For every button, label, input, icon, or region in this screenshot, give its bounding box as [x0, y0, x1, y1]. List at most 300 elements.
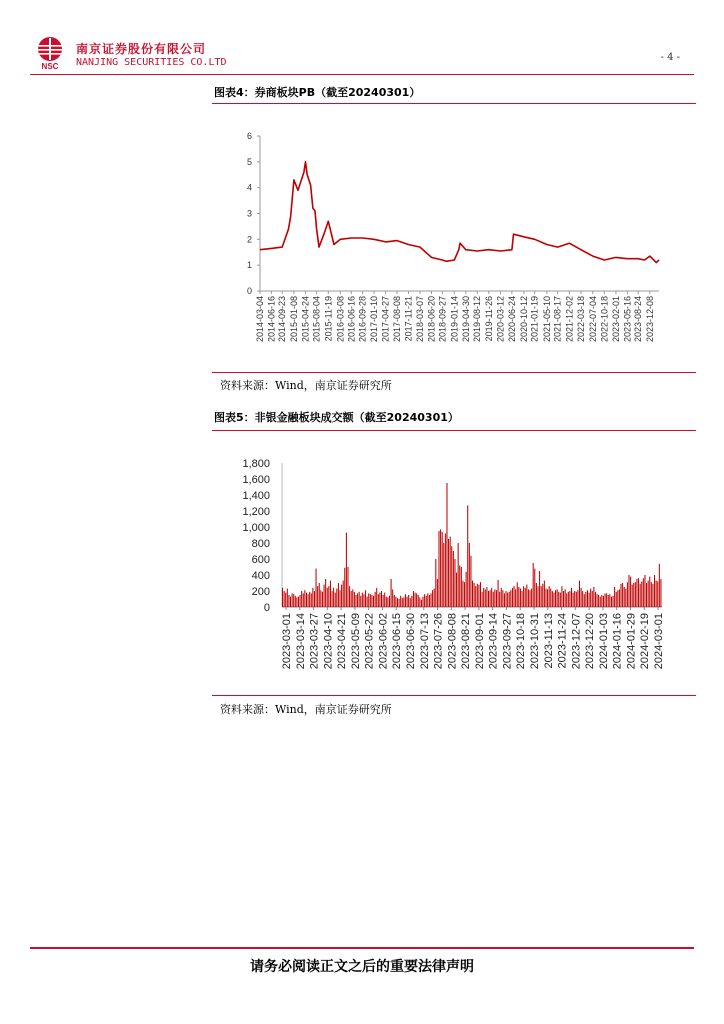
- turnover-bar: [415, 593, 416, 607]
- turnover-bar: [609, 594, 610, 607]
- turnover-bar: [592, 591, 593, 607]
- turnover-bar: [456, 573, 457, 607]
- x-tick-label: 2024-01-03: [597, 613, 610, 670]
- turnover-bar: [395, 597, 396, 607]
- turnover-bar: [589, 593, 590, 607]
- turnover-bar: [565, 589, 566, 607]
- turnover-bar: [485, 589, 486, 607]
- turnover-bar: [563, 591, 564, 607]
- turnover-bar: [360, 596, 361, 607]
- turnover-bar: [624, 587, 625, 607]
- x-tick-label: 2023-09-01: [473, 613, 486, 670]
- turnover-bar: [411, 596, 412, 607]
- turnover-bar: [427, 593, 428, 607]
- turnover-bar: [654, 575, 655, 607]
- x-tick-label: 2015-11-19: [323, 296, 334, 342]
- turnover-bar: [368, 593, 369, 607]
- turnover-bar: [304, 590, 305, 607]
- turnover-bar: [335, 593, 336, 607]
- turnover-bar: [327, 588, 328, 607]
- turnover-bar: [528, 589, 529, 607]
- x-tick-label: 2023-05-16: [622, 296, 633, 343]
- x-tick-label: 2023-03-14: [294, 613, 307, 670]
- turnover-bar: [483, 588, 484, 607]
- turnover-bar: [576, 592, 577, 607]
- turnover-bar: [343, 581, 344, 607]
- x-tick-label: 2022-03-18: [575, 296, 586, 343]
- turnover-bar: [446, 483, 447, 607]
- turnover-bar: [643, 578, 644, 607]
- turnover-bar: [526, 585, 527, 607]
- x-tick-label: 2023-06-02: [377, 613, 390, 670]
- y-tick-label: 0: [263, 602, 270, 614]
- x-tick-label: 2016-06-16: [346, 296, 357, 343]
- turnover-bar: [464, 582, 465, 607]
- turnover-bar: [608, 595, 609, 607]
- turnover-bar: [371, 595, 372, 607]
- x-tick-label: 2019-04-30: [460, 296, 471, 343]
- turnover-bar: [285, 593, 286, 607]
- figure4-pb-line-chart: [212, 126, 682, 352]
- turnover-bar: [303, 593, 304, 607]
- legal-notice: 请务必阅读正文之后的重要法律声明: [250, 959, 474, 975]
- turnover-bar: [292, 593, 293, 607]
- x-tick-label: 2019-08-12: [472, 296, 483, 343]
- turnover-bar: [569, 591, 570, 607]
- turnover-bar: [295, 596, 296, 607]
- turnover-bar: [375, 592, 376, 607]
- turnover-bar: [317, 586, 318, 607]
- x-tick-label: 2023-08-08: [446, 613, 459, 670]
- turnover-bar: [399, 599, 400, 607]
- x-tick-label: 2023-04-21: [336, 613, 349, 670]
- turnover-bar: [539, 571, 540, 607]
- x-tick-label: 2023-07-26: [432, 613, 445, 670]
- company-name-en: NANJING SECURITIES CO.LTD: [76, 57, 227, 68]
- turnover-bar: [419, 597, 420, 607]
- turnover-bar: [504, 593, 505, 607]
- turnover-bar: [581, 588, 582, 607]
- x-tick-label: 2021-01-19: [529, 296, 540, 343]
- turnover-bar: [611, 597, 612, 607]
- turnover-bar: [445, 533, 446, 607]
- turnover-bar: [330, 581, 331, 607]
- turnover-bar: [537, 586, 538, 607]
- x-tick-label: 2023-03-01: [281, 613, 293, 670]
- turnover-bar: [496, 590, 497, 607]
- turnover-bar: [632, 585, 633, 607]
- turnover-bar: [320, 590, 321, 607]
- turnover-bar: [410, 598, 411, 607]
- turnover-bar: [641, 581, 642, 607]
- turnover-bar: [558, 592, 559, 607]
- turnover-bar: [549, 586, 550, 607]
- y-tick-label: 2: [246, 234, 252, 245]
- turnover-bar: [649, 577, 650, 607]
- turnover-bar: [402, 598, 403, 607]
- turnover-bar: [514, 586, 515, 607]
- x-tick-label: 2023-08-21: [460, 613, 473, 670]
- turnover-bar: [438, 531, 439, 607]
- turnover-bar: [359, 592, 360, 607]
- x-tick-label: 2014-06-16: [266, 296, 277, 343]
- turnover-bar: [301, 591, 302, 607]
- turnover-bar: [413, 591, 414, 607]
- turnover-bar: [478, 585, 479, 607]
- x-tick-label: 2017-08-08: [391, 296, 402, 343]
- turnover-bar: [379, 593, 380, 607]
- page-header: [0, 0, 724, 80]
- turnover-bar: [566, 593, 567, 607]
- turnover-bar: [316, 569, 317, 607]
- turnover-bar: [400, 596, 401, 607]
- turnover-bar: [338, 583, 339, 607]
- turnover-bar: [544, 581, 545, 607]
- turnover-bar: [384, 593, 385, 607]
- x-tick-label: 2023-07-13: [418, 613, 431, 670]
- turnover-bar: [370, 594, 371, 607]
- turnover-bar: [622, 583, 623, 607]
- y-tick-label: 3: [246, 208, 252, 219]
- turnover-bar: [405, 594, 406, 607]
- turnover-bar: [434, 589, 435, 607]
- y-tick-label: 200: [251, 586, 270, 598]
- turnover-bar: [312, 588, 313, 607]
- x-tick-label: 2018-06-20: [426, 296, 437, 343]
- x-tick-label: 2023-11-24: [556, 613, 569, 669]
- turnover-bar: [448, 539, 449, 607]
- turnover-bar: [386, 597, 387, 607]
- turnover-bar: [443, 543, 444, 607]
- turnover-bar: [595, 592, 596, 607]
- turnover-bar: [555, 590, 556, 607]
- x-tick-label: 2023-06-30: [405, 613, 417, 670]
- x-tick-label: 2019-01-14: [449, 296, 460, 343]
- turnover-bar: [651, 582, 652, 607]
- x-tick-label: 2021-05-10: [541, 296, 552, 343]
- turnover-bar: [341, 585, 342, 607]
- turnover-bar: [628, 575, 629, 607]
- turnover-bar: [469, 543, 470, 607]
- nsc-logo: [30, 36, 70, 70]
- figure4-title: 图表4：券商板块PB（截至20240301）: [214, 86, 421, 99]
- turnover-bar: [298, 597, 299, 607]
- turnover-bar: [585, 592, 586, 607]
- turnover-bar: [657, 581, 658, 607]
- company-name-cn: 南京证券股份有限公司: [76, 42, 207, 56]
- turnover-bar: [571, 588, 572, 607]
- x-tick-label: 2021-12-02: [564, 296, 575, 343]
- x-tick-label: 2023-12-08: [644, 296, 655, 343]
- turnover-bar: [512, 588, 513, 607]
- turnover-bar: [482, 592, 483, 607]
- turnover-bar: [573, 593, 574, 607]
- turnover-bar: [437, 579, 438, 607]
- turnover-bar: [416, 593, 417, 607]
- turnover-bar: [293, 594, 294, 607]
- turnover-bar: [491, 588, 492, 607]
- turnover-bar: [423, 597, 424, 607]
- turnover-bar: [648, 581, 649, 607]
- turnover-bar: [475, 586, 476, 607]
- turnover-bar: [542, 584, 543, 607]
- x-tick-label: 2024-01-16: [611, 613, 624, 670]
- turnover-bar: [522, 591, 523, 607]
- turnover-bar: [640, 584, 641, 607]
- figure4-top-rule: [212, 103, 696, 104]
- turnover-bar: [336, 589, 337, 607]
- turnover-bar: [656, 581, 657, 607]
- header-divider: [30, 74, 694, 75]
- x-tick-label: 2023-08-24: [633, 296, 644, 343]
- x-tick-label: 2020-10-12: [518, 296, 529, 343]
- turnover-bar: [509, 592, 510, 607]
- turnover-bar: [325, 579, 326, 607]
- turnover-bar: [308, 594, 309, 607]
- turnover-bar: [577, 590, 578, 607]
- turnover-bar: [383, 595, 384, 607]
- turnover-bar: [472, 581, 473, 607]
- turnover-bar: [429, 595, 430, 607]
- x-tick-label: 2015-04-24: [300, 296, 311, 343]
- turnover-bar: [520, 589, 521, 607]
- turnover-bar: [373, 596, 374, 607]
- y-tick-label: 1,200: [242, 506, 270, 518]
- turnover-bar: [646, 583, 647, 607]
- turnover-bar: [367, 597, 368, 607]
- turnover-bar: [355, 595, 356, 607]
- x-tick-label: 2024-01-29: [625, 613, 638, 670]
- x-tick-label: 2024-03-01: [653, 613, 665, 670]
- turnover-bar: [319, 583, 320, 607]
- turnover-bar: [306, 593, 307, 607]
- y-tick-label: 1,600: [242, 474, 270, 486]
- turnover-bar: [349, 586, 350, 607]
- turnover-bar: [582, 591, 583, 607]
- x-tick-label: 2017-01-10: [369, 296, 380, 343]
- turnover-bar: [344, 568, 345, 607]
- turnover-bar: [347, 567, 348, 607]
- turnover-bar: [660, 579, 661, 607]
- figure5-turnover-bar-chart: [212, 455, 682, 679]
- x-tick-label: 2022-10-18: [599, 296, 610, 343]
- turnover-bar: [324, 585, 325, 607]
- turnover-bar: [354, 592, 355, 607]
- turnover-bar: [587, 590, 588, 607]
- x-tick-label: 2017-04-27: [380, 296, 391, 343]
- y-tick-label: 800: [251, 538, 270, 550]
- turnover-bar: [533, 563, 534, 607]
- turnover-bar: [593, 587, 594, 607]
- turnover-bar: [440, 529, 441, 607]
- turnover-bar: [467, 505, 468, 607]
- turnover-bar: [392, 589, 393, 607]
- turnover-bar: [534, 569, 535, 607]
- turnover-bar: [397, 598, 398, 607]
- turnover-bar: [339, 590, 340, 607]
- turnover-bar: [613, 596, 614, 607]
- turnover-bar: [480, 582, 481, 607]
- turnover-bar: [442, 532, 443, 607]
- turnover-bar: [418, 595, 419, 607]
- turnover-bar: [625, 589, 626, 607]
- turnover-bar: [300, 595, 301, 607]
- turnover-bar: [346, 533, 347, 607]
- turnover-bar: [332, 591, 333, 607]
- x-tick-label: 2023-11-13: [542, 613, 555, 669]
- y-tick-label: 5: [246, 156, 252, 167]
- turnover-bar: [430, 593, 431, 607]
- turnover-bar: [635, 582, 636, 607]
- turnover-bar: [477, 584, 478, 607]
- turnover-bar: [616, 592, 617, 607]
- turnover-bar: [498, 580, 499, 607]
- figure5-top-rule: [212, 430, 696, 431]
- turnover-bar: [407, 597, 408, 607]
- turnover-bar: [394, 595, 395, 607]
- y-tick-label: 600: [251, 554, 270, 566]
- turnover-bar: [424, 594, 425, 607]
- turnover-bar: [309, 592, 310, 607]
- turnover-bar: [352, 589, 353, 607]
- turnover-bar: [547, 589, 548, 607]
- turnover-bar: [432, 590, 433, 607]
- figure5-bottom-rule: [212, 695, 696, 696]
- turnover-bar: [545, 589, 546, 607]
- figure4-bottom-rule: [212, 372, 696, 373]
- turnover-bar: [633, 583, 634, 607]
- turnover-bar: [488, 591, 489, 607]
- footer-divider: [30, 947, 694, 949]
- x-tick-label: 2023-03-27: [308, 613, 321, 670]
- x-tick-label: 2018-03-07: [415, 296, 426, 343]
- turnover-bar: [601, 595, 602, 607]
- x-tick-label: 2017-11-21: [403, 296, 414, 342]
- turnover-bar: [510, 590, 511, 607]
- x-tick-label: 2023-02-01: [610, 296, 621, 343]
- y-tick-label: 1: [246, 260, 252, 271]
- pb-series-line: [260, 162, 659, 263]
- turnover-bar: [605, 593, 606, 607]
- turnover-bar: [600, 597, 601, 607]
- turnover-bar: [486, 587, 487, 607]
- x-tick-label: 2022-07-04: [587, 296, 598, 343]
- turnover-bar: [362, 593, 363, 607]
- turnover-bar: [638, 578, 639, 607]
- turnover-bar: [288, 595, 289, 607]
- y-tick-label: 1,800: [242, 458, 270, 470]
- turnover-bar: [606, 593, 607, 607]
- x-tick-label: 2020-06-24: [506, 296, 517, 343]
- y-tick-label: 400: [251, 570, 270, 582]
- turnover-bar: [459, 565, 460, 607]
- turnover-bar: [523, 586, 524, 607]
- x-tick-label: 2015-08-04: [311, 296, 322, 343]
- y-tick-label: 1,000: [242, 522, 270, 534]
- y-tick-label: 6: [246, 131, 252, 141]
- y-tick-label: 0: [246, 286, 252, 296]
- turnover-bar: [603, 596, 604, 607]
- turnover-bar: [451, 546, 452, 607]
- turnover-bar: [636, 579, 637, 607]
- turnover-bar: [550, 589, 551, 607]
- turnover-bar: [579, 581, 580, 607]
- turnover-bar: [627, 582, 628, 607]
- turnover-bar: [494, 589, 495, 607]
- turnover-bar: [381, 591, 382, 607]
- x-tick-label: 2023-12-07: [570, 613, 583, 670]
- x-tick-label: 2015-01-08: [288, 296, 299, 343]
- turnover-bar: [598, 595, 599, 607]
- turnover-bar: [287, 589, 288, 607]
- turnover-bar: [290, 597, 291, 607]
- turnover-bar: [560, 593, 561, 607]
- turnover-bar: [659, 564, 660, 607]
- x-tick-label: 2014-03-04: [255, 296, 265, 343]
- turnover-bar: [518, 587, 519, 607]
- turnover-bar: [590, 589, 591, 607]
- figure5-source: 资料来源：Wind，南京证券研究所: [220, 703, 392, 716]
- x-tick-label: 2023-04-10: [322, 613, 335, 670]
- turnover-bar: [408, 595, 409, 607]
- turnover-bar: [322, 592, 323, 607]
- turnover-bar: [357, 593, 358, 607]
- turnover-bar: [403, 597, 404, 607]
- x-tick-label: 2024-02-19: [639, 613, 652, 670]
- turnover-bar: [328, 586, 329, 607]
- turnover-bar: [531, 589, 532, 607]
- turnover-bar: [584, 594, 585, 607]
- x-tick-label: 2023-05-22: [363, 613, 376, 670]
- turnover-bar: [284, 591, 285, 607]
- turnover-bar: [314, 591, 315, 607]
- turnover-bar: [311, 593, 312, 607]
- x-tick-label: 2023-10-18: [515, 613, 528, 670]
- turnover-bar: [507, 593, 508, 607]
- figure5-title: 图表5：非银金融板块成交额（截至20240301）: [214, 411, 459, 424]
- turnover-bar: [553, 593, 554, 607]
- turnover-bar: [501, 588, 502, 607]
- turnover-bar: [557, 589, 558, 607]
- turnover-bar: [499, 592, 500, 607]
- turnover-bar: [453, 551, 454, 607]
- turnover-bar: [529, 590, 530, 607]
- turnover-bar: [365, 590, 366, 607]
- turnover-bar: [620, 584, 621, 607]
- turnover-bar: [490, 590, 491, 607]
- turnover-bar: [333, 588, 334, 607]
- turnover-bar: [435, 559, 436, 607]
- turnover-bar: [282, 588, 283, 607]
- turnover-bar: [536, 583, 537, 607]
- x-tick-label: 2016-03-08: [335, 296, 346, 343]
- turnover-bar: [568, 592, 569, 607]
- turnover-bar: [652, 584, 653, 607]
- turnover-bar: [426, 596, 427, 607]
- turnover-bar: [466, 572, 467, 607]
- x-tick-label: 2019-11-26: [483, 296, 494, 342]
- turnover-bar: [552, 591, 553, 607]
- turnover-bar: [363, 594, 364, 607]
- x-tick-label: 2014-09-23: [277, 296, 288, 343]
- turnover-bar: [502, 590, 503, 607]
- turnover-bar: [296, 597, 297, 607]
- x-tick-label: 2023-05-09: [349, 613, 362, 670]
- turnover-bar: [515, 589, 516, 607]
- turnover-bar: [561, 586, 562, 607]
- x-tick-label: 2020-03-12: [495, 296, 506, 343]
- turnover-bar: [644, 575, 645, 607]
